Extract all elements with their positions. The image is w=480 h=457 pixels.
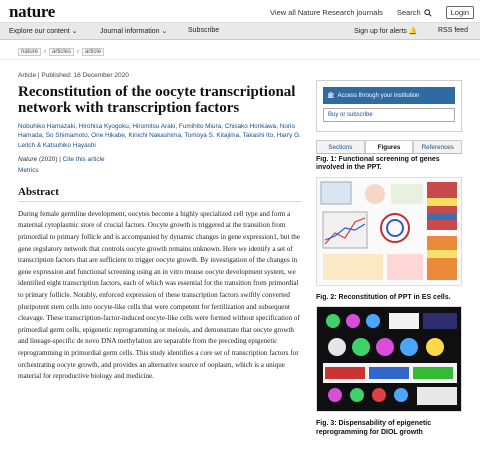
figure-1-graphic <box>317 178 462 285</box>
alerts-label: Sign up for alerts <box>354 28 407 35</box>
chevron-right-icon: › <box>44 49 47 55</box>
chevron-down-icon: ⌄ <box>71 28 78 35</box>
bell-icon: 🔔 <box>408 28 418 35</box>
explore-content-menu[interactable] <box>9 27 78 35</box>
breadcrumb-item[interactable]: nature <box>18 48 41 56</box>
explore-label: Explore our content <box>9 28 70 35</box>
chevron-right-icon: › <box>77 49 80 55</box>
journal-info-menu[interactable] <box>100 27 167 35</box>
figure-caption[interactable]: Fig. 3: Dispensability of epigenetic reprogramming for DIOL growth <box>316 420 432 436</box>
access-panel <box>316 80 462 132</box>
cite-link[interactable]: Cite this article <box>62 155 105 163</box>
search-icon <box>424 9 432 17</box>
rss-link[interactable]: RSS feed <box>438 27 468 34</box>
journal-year: (2020) <box>38 155 58 163</box>
metrics-link[interactable]: Metrics <box>18 166 39 174</box>
journal-name[interactable]: Nature <box>18 155 38 163</box>
top-bar <box>0 0 480 23</box>
journal-line: Nature (2020) | Cite this article <box>18 155 105 163</box>
nav-bar <box>0 23 480 40</box>
breadcrumb <box>0 45 480 60</box>
article-type: Article <box>18 72 37 79</box>
chevron-down-icon: ⌄ <box>161 28 168 35</box>
published-date: Published: 16 December 2020 <box>41 72 129 79</box>
journal-info-label: Journal information <box>100 28 160 35</box>
subscribe-link[interactable]: Subscribe <box>188 27 220 34</box>
breadcrumb-item[interactable]: articles <box>49 48 74 56</box>
search-label: Search <box>396 8 421 17</box>
view-all-journals-link[interactable]: View all Nature Research journals <box>270 8 383 17</box>
abstract-heading: Abstract <box>18 186 302 202</box>
breadcrumb-item[interactable]: article <box>82 48 104 56</box>
figure-thumbnail[interactable] <box>316 306 462 412</box>
article-main <box>18 72 302 383</box>
access-box <box>316 80 462 132</box>
sidebar-tabs <box>316 140 462 154</box>
figure-thumbnail[interactable] <box>316 177 462 286</box>
tab-sections[interactable]: Sections <box>316 140 365 153</box>
abstract-text: During female germline development, oocytes become a highly specialized cell type and form a maternal cytoplasmic store of crucial factors. Oocyte growth is triggered at the transition from primordial to primary follicle and is accompanied by dynamic changes in gene expression1, but the gene regulatory network that controls oocyte growth remains unknown. Here we identify a set of transcription factors that are sufficient to trigger oocyte growth. By investigation of the changes in gene expression and functional screening using an in vitro mouse oocyte development system, we identified eight transcription factors, each of which was essential for the transition from primordial to primary follicle. Notably, enforced expression of these transcription factors swiftly converted pluripotent stem cells into oocyte-like cells that were competent for fertilization and subsequent cleavage. These transcription-factor-induced oocyte-like cells were formed without specification of primordial germ cells, epigenetic reprogramming or meiosis, and demonstrate that oocyte growth and lineage-specific de novo DNA methylation are separable from the preceding epigenetic reprogramming in primordial germ cells. This study identifies a core set of transcription factors for orchestrating oocyte growth, and provides an alternative source of ooplasm, which is a unique material for reproductive biology and medicine. <box>18 209 300 381</box>
article-title: Reconstitution of the oocyte transcriptional network with transcription factors <box>18 84 296 116</box>
figure-caption[interactable]: Fig. 1: Functional screening of genes involved in the PPT. <box>316 156 440 172</box>
breadcrumb-trail <box>18 48 104 56</box>
buy-subscribe-button[interactable]: Buy or subscribe <box>323 108 455 122</box>
login-label: Login <box>450 8 469 17</box>
site-logo[interactable]: nature <box>9 2 56 21</box>
institution-access-label: Access through your institution <box>337 92 420 99</box>
top-links <box>270 6 474 19</box>
figure-2-graphic <box>317 307 462 411</box>
login-button[interactable] <box>446 6 474 19</box>
institution-access-button[interactable] <box>323 87 455 104</box>
tab-figures[interactable]: Figures <box>365 140 414 153</box>
figure-list <box>316 156 462 457</box>
search-button[interactable] <box>397 8 432 17</box>
tab-references[interactable]: References <box>413 140 462 153</box>
article-meta: Article | Published: 16 December 2020 <box>18 72 129 79</box>
figure-caption[interactable]: Fig. 2: Reconstitution of PPT in ES cells. <box>316 293 451 301</box>
alerts-link[interactable] <box>354 27 418 35</box>
institution-icon: 🏛 <box>327 93 335 99</box>
author-list[interactable]: Nobuhiko Hamazaki, Hirohisa Kyogoku, Hiromitsu Araki, Fumihito Miura, Chisako Horikawa, Norio Hamada, So Shimamoto, Orie Hikabe, Kinichi Nakashima, Tomoya S. Kitajima, Takashi Ito, Harry G. Leitch & Katsuhiko Hayashi <box>18 123 301 149</box>
